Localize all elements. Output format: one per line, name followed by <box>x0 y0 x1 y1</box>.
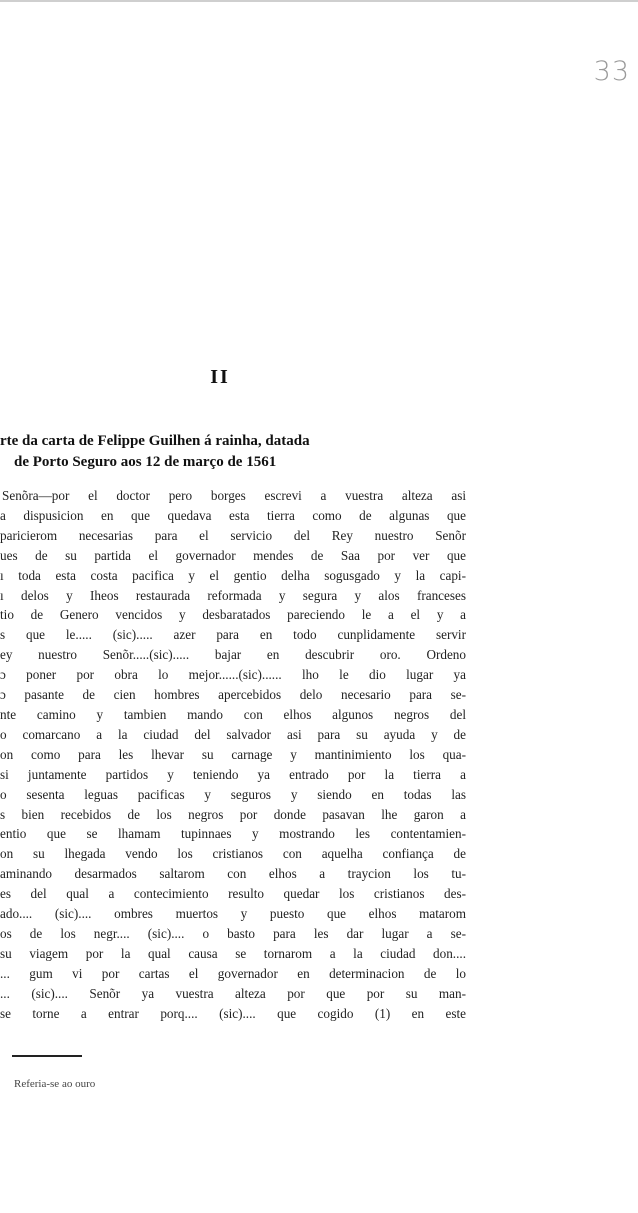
body-line: su viagem por la qual causa se tornarom a la ciudad don.... <box>0 945 466 961</box>
body-line: paricierom necesarias para el servicio del Rey nuestro Senõr <box>0 527 466 543</box>
body-line: ... (sic).... Senõr ya vuestra alteza por que por su man- <box>0 985 466 1001</box>
body-line: on su lhegada vendo los cristianos con aquelha confiança de <box>0 846 466 862</box>
body-line: aminando desarmados saltarom con elhos a traycion los tu- <box>0 866 466 882</box>
body-line: es del qual a contecimiento resulto quedar los cristianos des- <box>0 886 466 902</box>
body-line: s que le..... (sic)..... azer para en todo cunplidamente servir <box>0 627 466 643</box>
body-line: a dispusicion en que quedava esta tierra como de algunas que <box>0 507 466 523</box>
body-line: o sesenta leguas pacificas y seguros y siendo en todas las <box>0 786 466 802</box>
body-line: ı delos y Iheos restaurada reformada y segura y alos franceses <box>0 587 466 603</box>
body-line: se torne a entrar porq.... (sic).... que cogido (1) en este <box>0 1005 466 1021</box>
heading-line-1: rte da carta de Felippe Guilhen á rainha, datada <box>0 433 310 449</box>
body-line: entio que se lhamam tupinnaes y mostrando les contentamien- <box>0 826 466 842</box>
body-line: ... gum vi por cartas el governador en determinacion de lo <box>0 965 466 981</box>
footnote-rule <box>12 1055 82 1057</box>
body-line: os de los negr.... (sic).... o basto para les dar lugar a se- <box>0 925 466 941</box>
section-heading <box>0 431 470 473</box>
top-edge-rule <box>0 0 638 2</box>
footnote: Referia-se ao ouro <box>14 1078 96 1090</box>
body-line: on como para les lhevar su carnage y mantinimiento los qua- <box>0 746 466 762</box>
body-line: o comarcano a la ciudad del salvador asi para su ayuda y de <box>0 726 466 742</box>
body-line: si juntamente partidos y teniendo ya entrado por la tierra a <box>0 766 466 782</box>
body-line: ɔ poner por obra lo mejor......(sic)...... lho le dio lugar ya <box>0 667 466 683</box>
body-text <box>0 486 480 1023</box>
body-line: ı toda esta costa pacifica y el gentio delha sogusgado y la capi- <box>0 567 466 583</box>
page-number: 33 <box>593 56 630 87</box>
heading-line-2: de Porto Seguro aos 12 de março de 1561 <box>14 454 277 470</box>
body-line: ado.... (sic).... ombres muertos y puesto que elhos matarom <box>0 906 466 922</box>
chapter-numeral: II <box>210 366 230 388</box>
body-line: s bien recebidos de los negros por donde pasavan lhe garon a <box>0 806 466 822</box>
body-line: ey nuestro Senõr.....(sic)..... bajar en descubrir oro. Ordeno <box>0 647 466 663</box>
body-line: tio de Genero vencidos y desbaratados pareciendo le a el y a <box>0 607 466 623</box>
body-line: nte camino y tambien mando con elhos algunos negros del <box>0 706 466 722</box>
body-line: ɔ pasante de cien hombres apercebidos delo necesario para se- <box>0 687 466 703</box>
body-line: Senõra—por el doctor pero borges escrevi a vuestra alteza asi <box>2 488 466 503</box>
body-line: ues de su partida el governador mendes de Saa por ver que <box>0 547 466 563</box>
